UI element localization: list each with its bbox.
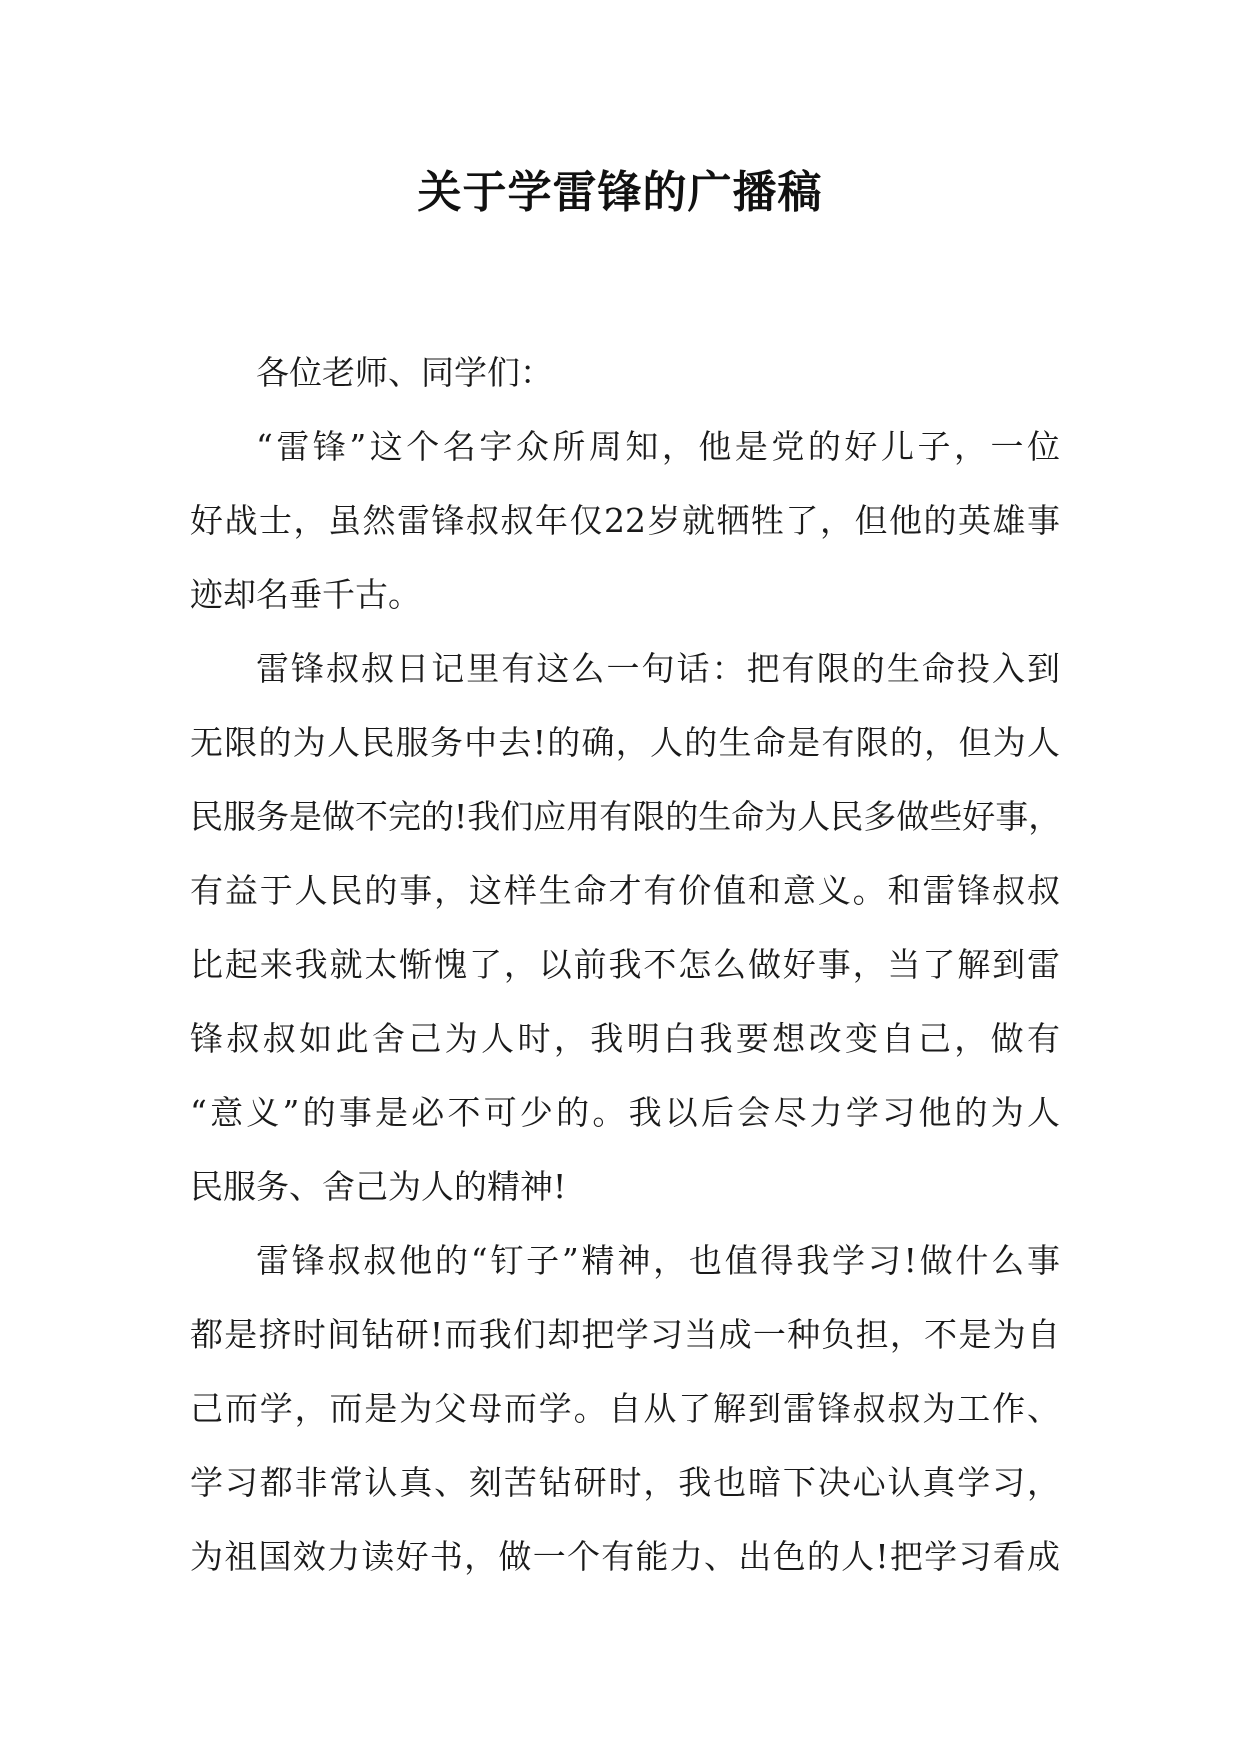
- paragraph-line: 雷锋叔叔日记里有这么一句话：把有限的生命投入到: [256, 649, 1060, 688]
- document-title: 关于学雷锋的广播稿: [417, 167, 823, 218]
- paragraph-line: 迹却名垂千古。: [190, 575, 421, 614]
- paragraph-line: 民服务、舍己为人的精神!: [190, 1167, 567, 1206]
- paragraph-line: 学习都非常认真、刻苦钻研时，我也暗下决心认真学习，: [190, 1463, 1060, 1502]
- paragraph-line: 为祖国效力读好书，做一个有能力、出色的人!把学习看成: [190, 1537, 1060, 1576]
- document-body: [190, 336, 1060, 1594]
- paragraph-line: 无限的为人民服务中去!的确，人的生命是有限的，但为人: [190, 723, 1060, 762]
- paragraph-line: 锋叔叔如此舍己为人时，我明白我要想改变自己，做有: [190, 1019, 1060, 1058]
- paragraph-line: “意义”的事是必不可少的。我以后会尽力学习他的为人: [190, 1093, 1060, 1132]
- paragraph-line: 民服务是做不完的!我们应用有限的生命为人民多做些好事，: [190, 797, 1062, 836]
- paragraph-line: “雷锋”这个名字众所周知，他是党的好儿子，一位: [256, 427, 1060, 466]
- paragraph-line: 有益于人民的事，这样生命才有价值和意义。和雷锋叔叔: [190, 871, 1060, 910]
- paragraph-line: 雷锋叔叔他的“钉子”精神，也值得我学习!做什么事: [256, 1241, 1060, 1280]
- paragraph-line: 好战士，虽然雷锋叔叔年仅22岁就牺牲了，但他的英雄事: [190, 501, 1060, 540]
- paragraph-line: 比起来我就太惭愧了，以前我不怎么做好事，当了解到雷: [190, 945, 1060, 984]
- salutation-line: 各位老师、同学们：: [256, 353, 553, 392]
- paragraph-line: 己而学，而是为父母而学。自从了解到雷锋叔叔为工作、: [190, 1389, 1060, 1428]
- paragraph-line: 都是挤时间钻研!而我们却把学习当成一种负担，不是为自: [190, 1315, 1060, 1354]
